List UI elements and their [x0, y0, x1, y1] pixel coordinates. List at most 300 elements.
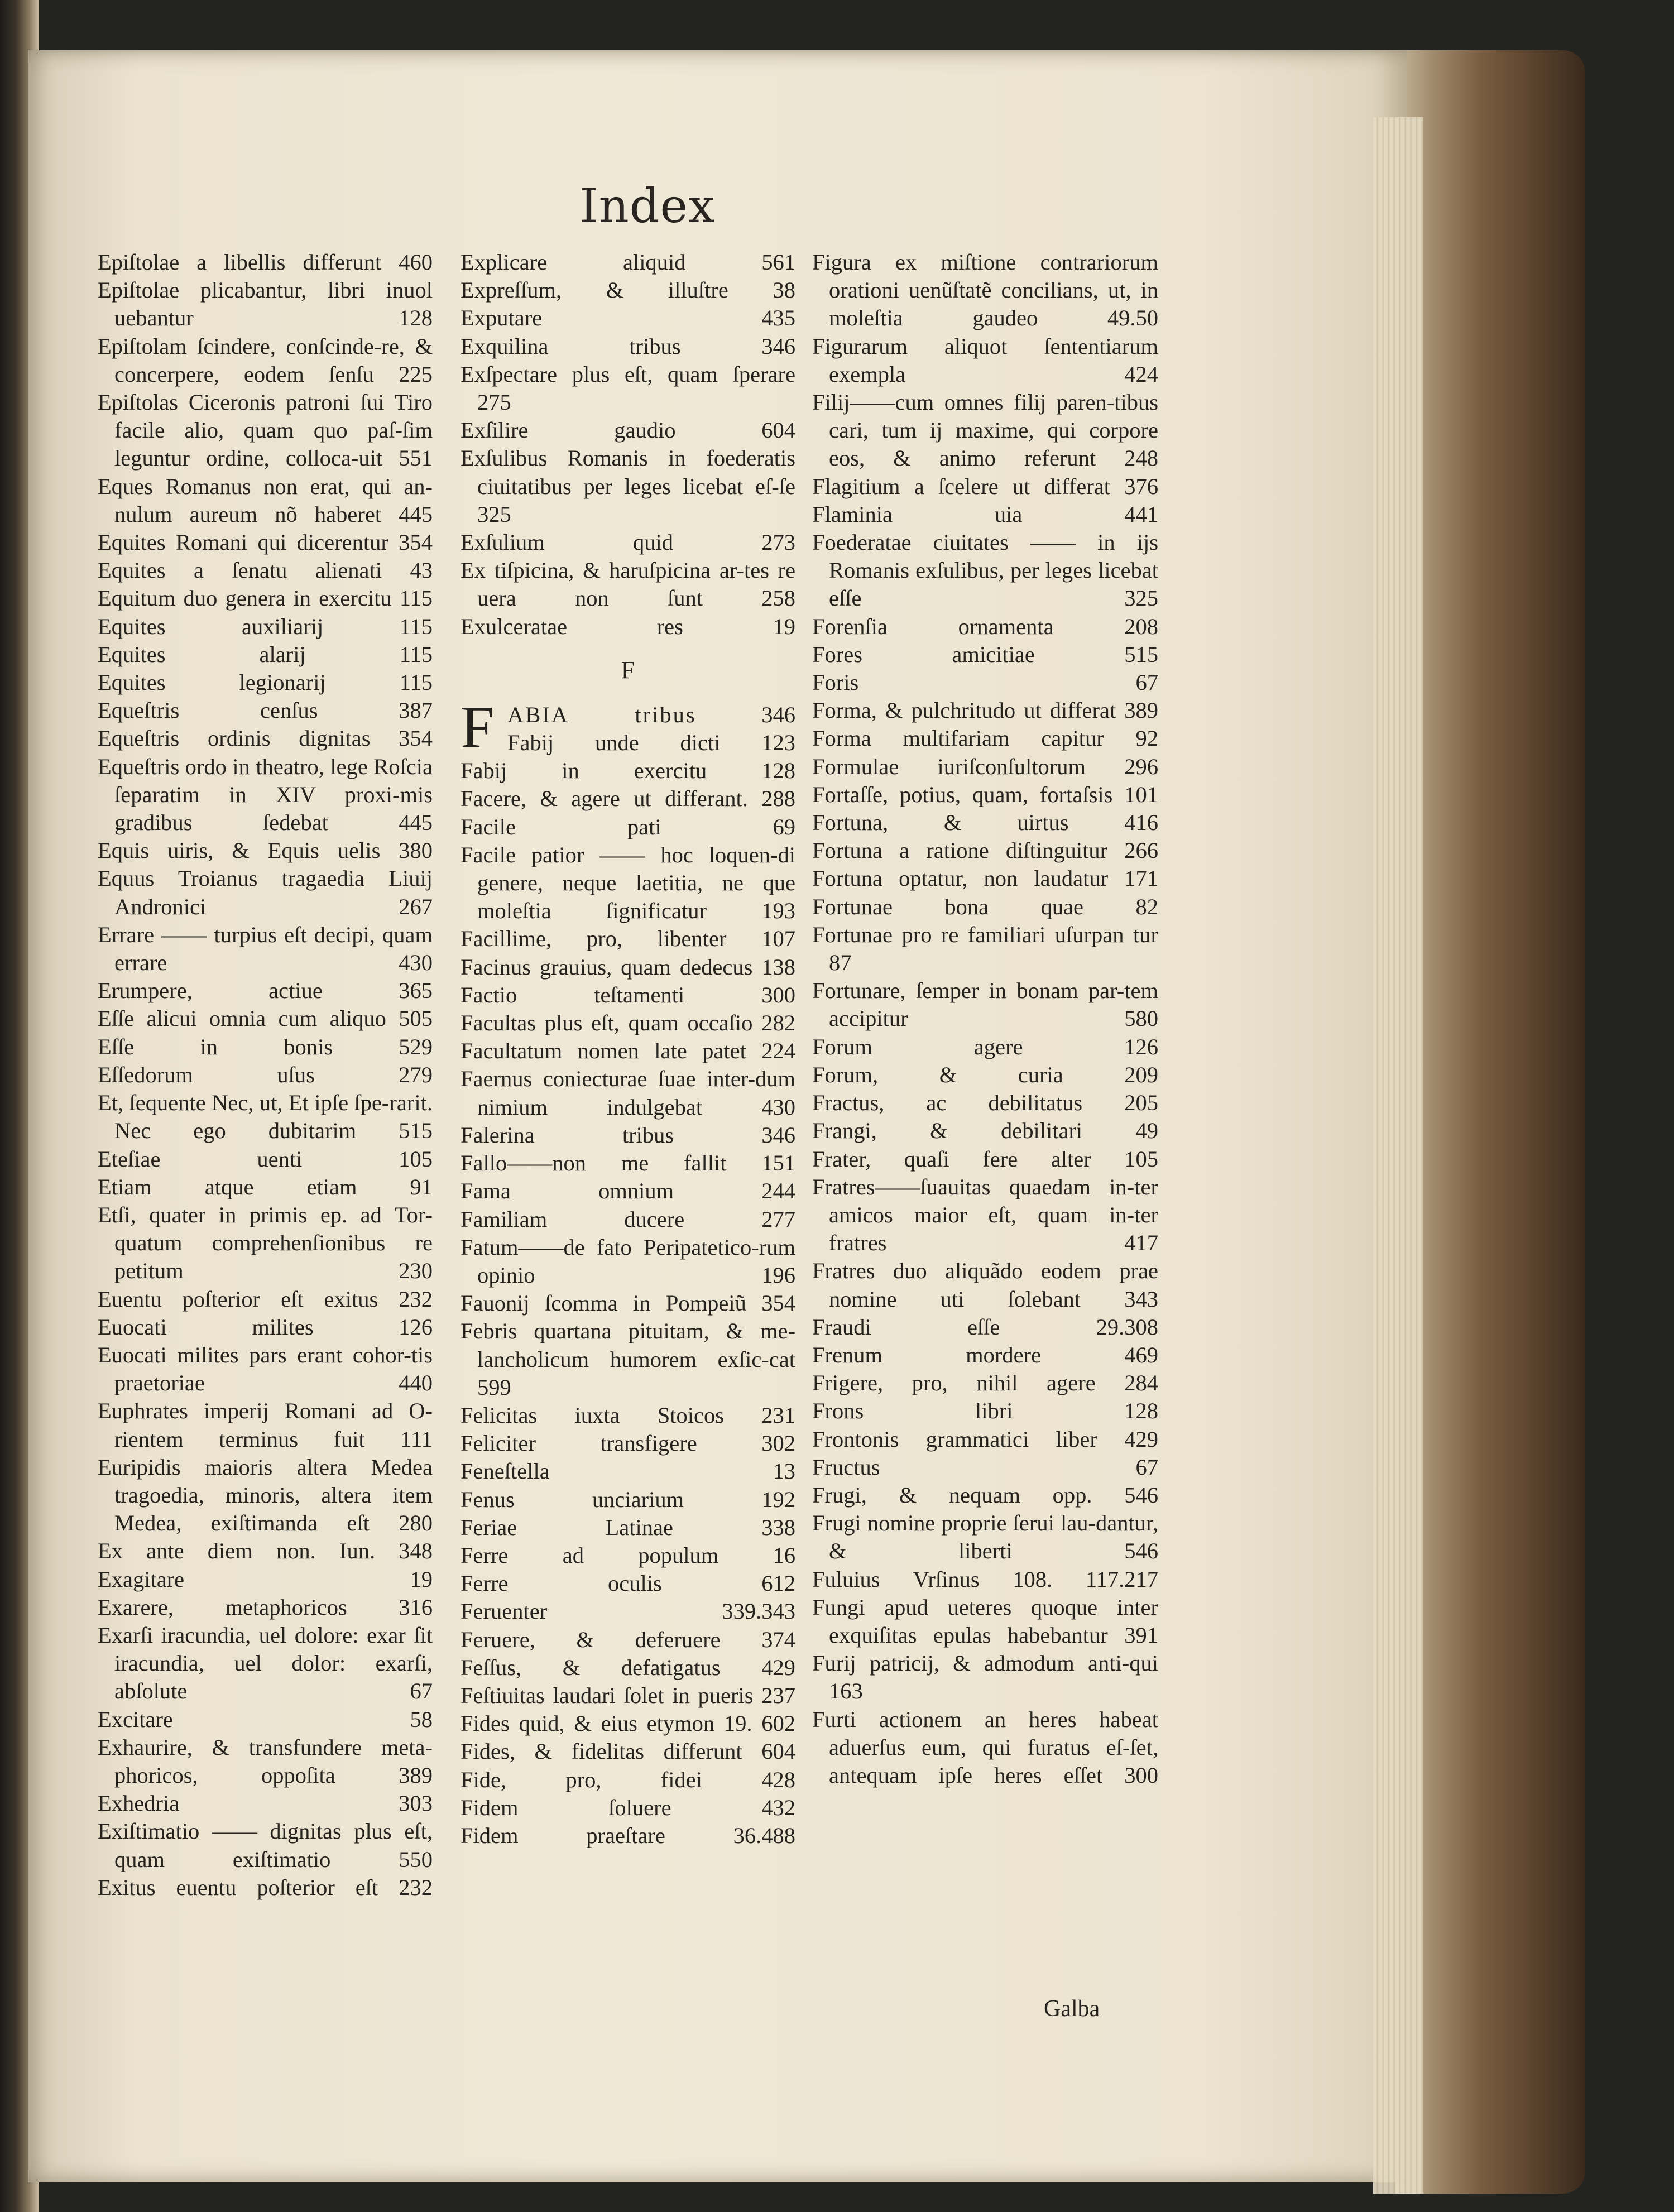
index-entry	[461, 361, 795, 416]
entry-text: Fortaſſe, potius, quam, fortaſsis	[812, 781, 1113, 807]
index-entry	[461, 1514, 795, 1542]
entry-text: Equeſtris ordo in theatro, lege Roſcia ſeparatim in XIV proxi-mis gradibus ſedebat	[98, 754, 433, 836]
index-entry	[812, 977, 1158, 1033]
entry-page: 273	[761, 530, 795, 555]
entry-text: Errare —— turpius eſt decipi, quam errare	[98, 922, 433, 976]
entry-page: 515	[1124, 641, 1158, 667]
entry-page: 151	[761, 1150, 795, 1176]
entry-text: Fructus	[812, 1454, 880, 1480]
entry-page: 546	[1124, 1482, 1158, 1508]
entry-text: Equeſtris ordinis dignitas	[98, 726, 371, 751]
entry-page: 19	[773, 613, 795, 639]
page-title: Index	[579, 179, 716, 233]
entry-text: Euphrates imperij Romani ad O-rientem terminus fuit	[98, 1398, 433, 1452]
entry-text: Forenſia ornamenta	[812, 613, 1054, 639]
entry-text: Equites legionarij	[98, 670, 326, 695]
entry-text: Forum agere	[812, 1034, 1023, 1059]
entry-text: Euocati milites	[98, 1314, 314, 1340]
entry-text: Furij patricij, & admodum anti-qui	[812, 1650, 1158, 1676]
index-entry	[461, 1402, 795, 1429]
column-2-e-entries	[461, 248, 795, 641]
entry-page: 348	[399, 1538, 433, 1564]
index-entry	[461, 1486, 795, 1514]
entry-text: Epiſtolas Ciceronis patroni ſui Tiro facile alio, quam quo paſ-ſim leguntur ordine, colloca-uit	[98, 390, 433, 471]
entry-page: 529	[399, 1034, 433, 1059]
index-entry	[461, 529, 795, 556]
entry-page: 387	[399, 698, 433, 723]
index-entry	[98, 1566, 433, 1594]
entry-page: 232	[399, 1874, 433, 1900]
index-entry	[98, 248, 433, 276]
entry-text: Fenus unciarium	[461, 1486, 684, 1512]
index-entry	[98, 1789, 433, 1817]
entry-page: 440	[399, 1370, 433, 1396]
entry-text: Erumpere, actiue	[98, 978, 323, 1004]
entry-page: 435	[761, 305, 795, 331]
entry-text: Exquilina tribus	[461, 333, 681, 359]
index-entry	[98, 1537, 433, 1565]
index-entry	[812, 1566, 1158, 1594]
page-edges	[1373, 117, 1423, 2194]
index-entry	[812, 529, 1158, 613]
entry-page: 505	[399, 1006, 433, 1031]
entry-text: Feriae Latinae	[461, 1514, 673, 1540]
entry-page: 67	[1135, 1454, 1158, 1480]
entry-text: Frater, quaſi fere alter	[812, 1146, 1091, 1172]
index-entry	[98, 1706, 433, 1734]
entry-text: Facile patior —— hoc loquen-di genere, neque laetitia, ne que moleſtia ſignificatur	[461, 842, 795, 924]
entry-page: 338	[761, 1514, 795, 1540]
index-entry	[812, 333, 1158, 388]
entry-page: 196	[761, 1262, 795, 1288]
entry-text: Etiam atque etiam	[98, 1174, 357, 1199]
entry-page: 302	[761, 1431, 795, 1456]
entry-page: 288	[761, 786, 795, 812]
entry-page: 376	[1124, 473, 1158, 499]
index-entry	[812, 921, 1158, 977]
entry-text: Fratres duo aliquãdo eodem prae nomine uti ſolebant	[812, 1258, 1158, 1312]
entry-page: 430	[399, 950, 433, 976]
index-entry	[812, 724, 1158, 752]
entry-text: Felicitas iuxta Stoicos	[461, 1402, 724, 1428]
entry-page: 469	[1124, 1342, 1159, 1367]
leather-cover-edge	[1395, 50, 1585, 2194]
index-entry	[812, 865, 1158, 893]
entry-page: 604	[761, 1739, 795, 1764]
entry-page: 416	[1124, 810, 1158, 836]
entry-page: 128	[399, 305, 433, 331]
index-entry	[812, 1369, 1158, 1397]
entry-page: 38	[773, 277, 796, 303]
index-column-3	[812, 248, 1158, 1789]
entry-page: 67	[1135, 670, 1158, 695]
index-entry	[461, 841, 795, 925]
index-entry	[461, 1597, 795, 1625]
index-entry	[461, 1065, 795, 1121]
index-entry	[461, 925, 795, 953]
index-entry	[98, 613, 433, 641]
index-entry	[98, 1313, 433, 1341]
entry-text: Feneſtella	[461, 1458, 550, 1484]
index-entry	[461, 1682, 795, 1710]
entry-text: Frons libri	[812, 1398, 1013, 1424]
entry-text: Forma multifariam capitur	[812, 726, 1104, 751]
entry-text: Fabij unde dicti	[507, 730, 721, 756]
entry-text: Epiſtolam ſcindere, conſcinde-re, & concerpere, eodem ſenſu	[98, 333, 433, 387]
entry-page: 105	[399, 1146, 433, 1172]
entry-page: 115	[399, 641, 433, 667]
index-entry	[98, 1397, 433, 1453]
index-entry	[98, 1453, 433, 1538]
index-entry	[461, 1234, 795, 1289]
entry-page: 279	[399, 1062, 433, 1087]
entry-text: Euentu poſterior eſt exitus	[98, 1286, 378, 1312]
entry-text: Fortunare, ſemper in bonam par-tem accipitur	[812, 978, 1158, 1031]
entry-text: ABIA tribus	[507, 702, 697, 727]
entry-page: 417	[1124, 1230, 1158, 1256]
entry-page: 389	[399, 1762, 433, 1788]
entry-text: Exarere, metaphoricos	[98, 1594, 347, 1620]
index-entry	[812, 893, 1158, 921]
index-entry	[461, 1794, 795, 1822]
entry-page: 267	[399, 894, 433, 919]
entry-text: Fuluius Vrſinus	[812, 1566, 980, 1592]
entry-text: Frugi, & nequam opp.	[812, 1482, 1092, 1508]
index-entry	[98, 697, 433, 724]
entry-text: Feruere, & deferuere	[461, 1626, 721, 1652]
entry-page: 391	[1124, 1622, 1158, 1648]
dropcap-letter: F	[461, 694, 495, 761]
index-entry	[461, 304, 795, 332]
index-entry	[461, 613, 795, 641]
entry-text: Ex tiſpicina, & haruſpicina ar-tes re uera non ſunt	[461, 558, 795, 611]
index-entry	[98, 1594, 433, 1621]
index-entry	[812, 613, 1158, 641]
entry-text: Faernus coniecturae ſuae inter-dum nimium indulgebat	[461, 1066, 795, 1120]
index-entry	[461, 1121, 795, 1149]
index-entry	[812, 1594, 1158, 1649]
entry-page: 316	[399, 1594, 433, 1620]
entry-page: 205	[1124, 1090, 1159, 1116]
column-2-f-entries	[461, 757, 795, 1850]
index-column-1	[98, 248, 433, 1902]
entry-page: 244	[761, 1178, 795, 1204]
index-entry	[461, 248, 795, 276]
entry-text: Figurarum aliquot ſententiarum exempla	[812, 333, 1158, 387]
index-entry	[461, 953, 795, 981]
entry-text: Flaminia uia	[812, 501, 1023, 527]
entry-page: 232	[399, 1286, 433, 1312]
index-entry	[461, 1766, 795, 1794]
entry-text: Frontonis grammatici liber	[812, 1426, 1097, 1452]
index-entry	[98, 1061, 433, 1089]
index-entry	[461, 1570, 795, 1597]
index-entry	[812, 1173, 1158, 1258]
entry-page: 237	[761, 1682, 795, 1708]
index-entry	[98, 276, 433, 332]
entry-text: Epiſtolae a libellis differunt	[98, 249, 382, 275]
entry-page: 424	[1124, 361, 1158, 387]
index-entry	[812, 669, 1158, 697]
entry-page: 36.488	[733, 1822, 796, 1848]
entry-text: Ferre ad populum	[461, 1542, 719, 1568]
entry-text: Exhaurire, & transfundere meta-phoricos, oppoſita	[98, 1734, 433, 1788]
entry-text: Ex ante diem non. Iun.	[98, 1538, 376, 1564]
entry-text: Expreſſum, & illuſtre	[461, 277, 728, 303]
entry-text: Exiſtimatio —— dignitas plus eſt, quam exiſtimatio	[98, 1818, 433, 1872]
index-entry	[812, 809, 1158, 837]
entry-text: Euocati milites pars erant cohor-tis praetoriae	[98, 1342, 433, 1396]
index-entry	[812, 1341, 1158, 1369]
index-entry	[461, 1429, 795, 1457]
entry-text: Fide, pro, fidei	[461, 1767, 702, 1792]
index-entry	[98, 1874, 433, 1902]
entry-text: Exitus euentu poſterior eſt	[98, 1874, 378, 1900]
entry-text: Facinus grauius, quam dedecus	[461, 954, 753, 980]
entry-page: 430	[761, 1094, 795, 1120]
entry-text: Filij——cum omnes filij paren-tibus cari, tum ij maxime, qui corpore eos, & animo referunt	[812, 390, 1158, 471]
entry-text: Et, ſequente Nec, ut, Et ipſe ſpe-rarit. Nec ego dubitarim	[98, 1090, 433, 1144]
index-entry	[461, 1149, 795, 1177]
entry-text: Falerina tribus	[461, 1122, 674, 1148]
entry-text: Fortuna a ratione diſtinguitur	[812, 838, 1108, 863]
entry-text: Exulceratae res	[461, 613, 683, 639]
entry-page: 87	[829, 950, 852, 976]
entry-page: 58	[410, 1706, 433, 1732]
entry-page: 346	[761, 702, 796, 727]
entry-page: 115	[399, 670, 433, 695]
entry-page: 91	[410, 1174, 433, 1199]
index-entry	[98, 473, 433, 529]
entry-text: Etſi, quater in primis ep. ad Tor-quatum comprehenſionibus re petitum	[98, 1202, 433, 1284]
entry-page: 225	[399, 361, 433, 387]
entry-text: Fauonij ſcomma in Pompeiũ	[461, 1290, 746, 1316]
index-entry	[461, 1626, 795, 1654]
entry-page: 111	[400, 1426, 433, 1452]
entry-page: 107	[761, 926, 795, 952]
index-entry	[98, 641, 433, 669]
index-entry	[98, 753, 433, 837]
entry-text: Euripidis maioris altera Medea tragoedia, minoris, altera item Medea, exiſtimanda eſt	[98, 1454, 433, 1536]
index-entry	[812, 1117, 1158, 1145]
entry-text: Feliciter transfigere	[461, 1431, 697, 1456]
entry-page: 277	[761, 1206, 795, 1232]
entry-text: Fores amicitiae	[812, 641, 1035, 667]
entry-page: 515	[399, 1118, 433, 1144]
entry-page: 432	[761, 1794, 796, 1820]
entry-text: Exhedria	[98, 1791, 180, 1816]
entry-text: Exarſi iracundia, uel dolore: exar ſit iracundia, uel dolor: exarſi, abſolute	[98, 1622, 433, 1704]
index-entry	[812, 641, 1158, 669]
index-entry	[461, 1457, 795, 1485]
entry-page: 282	[761, 1010, 796, 1036]
entry-page: 561	[761, 249, 796, 275]
index-entry	[461, 1289, 795, 1317]
entry-text: Fallo——non me fallit	[461, 1150, 727, 1176]
entry-page: 19. 602	[723, 1711, 795, 1736]
entry-text: Facillime, pro, libenter	[461, 926, 727, 952]
index-entry	[812, 781, 1158, 809]
index-entry	[461, 785, 795, 813]
entry-page: 460	[399, 249, 433, 275]
entry-page: 82	[1135, 894, 1158, 919]
index-entry	[98, 1089, 433, 1145]
index-entry	[812, 388, 1158, 473]
entry-page: 599	[477, 1374, 511, 1400]
entry-page: 115	[399, 613, 433, 639]
index-entry	[812, 1426, 1158, 1453]
entry-text: Excitare	[98, 1706, 173, 1732]
index-entry	[98, 1033, 433, 1061]
entry-page: 550	[399, 1846, 433, 1872]
entry-page: 105	[1124, 1146, 1158, 1172]
catchword: Galba	[1044, 1996, 1100, 2022]
entry-page: 49	[1135, 1118, 1158, 1144]
entry-page: 115	[399, 586, 433, 611]
entry-text: Fama omnium	[461, 1178, 674, 1204]
entry-text: Eſſedorum uſus	[98, 1062, 315, 1087]
entry-text: Fabij in exercitu	[461, 758, 707, 784]
entry-page: 92	[1135, 726, 1159, 751]
index-entry	[98, 669, 433, 697]
entry-page: 374	[761, 1626, 796, 1652]
entry-page: 551	[399, 445, 433, 471]
entry-text: Eteſiae uenti	[98, 1146, 303, 1172]
entry-text: Exſulibus Romanis in foederatis ciuitatibus per leges licebat eſ-ſe	[461, 445, 795, 499]
entry-page: 354	[761, 1290, 795, 1316]
entry-page: 101	[1124, 781, 1158, 807]
index-entry	[461, 444, 795, 529]
entry-page: 343	[1124, 1286, 1158, 1312]
index-entry	[461, 1317, 795, 1402]
index-entry	[98, 1734, 433, 1789]
index-entry	[98, 837, 433, 865]
index-entry-dropcap	[461, 694, 796, 761]
entry-text: Furti actionem an heres habeat aduerſus eum, qui furatus eſ-ſet, antequam ipſe heres eſſet	[812, 1706, 1158, 1788]
index-entry	[98, 1201, 433, 1285]
entry-page: 69	[773, 814, 795, 839]
entry-text: Febris quartana pituitam, & me-lancholicum humorem exſic-cat	[461, 1318, 795, 1372]
entry-page: 171	[1124, 866, 1159, 891]
index-entry	[461, 1542, 795, 1570]
entry-text: Formulae iuriſconſultorum	[812, 754, 1086, 779]
index-entry	[812, 1089, 1158, 1117]
entry-text: Exagitare	[98, 1566, 185, 1592]
entry-text: Fides quid, & eius etymon	[461, 1711, 715, 1736]
entry-page: 163	[829, 1678, 863, 1704]
entry-page: 346	[761, 333, 795, 359]
index-entry	[461, 556, 795, 612]
entry-text: Foederatae ciuitates —— in ijs Romanis exſulibus, per leges licebat eſſe	[812, 530, 1158, 611]
index-entry	[812, 1397, 1158, 1425]
entry-text: Fortuna, & uirtus	[812, 810, 1069, 836]
index-entry	[812, 1481, 1158, 1509]
index-column-2	[461, 248, 795, 1850]
entry-text: Forma, & pulchritudo ut differat	[812, 698, 1116, 723]
entry-page: 128	[761, 758, 795, 784]
entry-text: Feſſus, & defatigatus	[461, 1654, 721, 1680]
entry-page: 380	[399, 838, 433, 863]
entry-page: 429	[1124, 1426, 1159, 1452]
entry-page: 275	[477, 390, 511, 415]
entry-text: Frigere, pro, nihil agere	[812, 1370, 1096, 1396]
entry-page: 108. 117.217	[1013, 1566, 1158, 1592]
entry-text: Equeſtris cenſus	[98, 698, 318, 723]
entry-page: 230	[399, 1258, 433, 1284]
index-entry	[461, 813, 795, 841]
entry-page: 325	[1124, 586, 1158, 611]
entry-text: Ferre oculis	[461, 1571, 662, 1596]
entry-text: Facere, & agere ut differant.	[461, 786, 748, 812]
entry-text: Equitum duo genera in exercitu	[98, 586, 392, 611]
index-entry	[98, 1145, 433, 1173]
index-entry	[461, 276, 795, 304]
entry-text: Fidem ſoluere	[461, 1794, 671, 1820]
entry-page: 29.308	[1096, 1314, 1158, 1340]
entry-page: 123	[761, 730, 795, 756]
entry-page: 604	[761, 418, 795, 443]
entry-page: 428	[761, 1767, 795, 1792]
index-entry	[812, 1033, 1158, 1061]
entry-text: Exſulium quid	[461, 530, 673, 555]
entry-page: 300	[761, 982, 796, 1007]
index-entry	[98, 1173, 433, 1201]
entry-text: Feſtiuitas laudari ſolet in pueris	[461, 1682, 754, 1708]
entry-text: Fortuna optatur, non laudatur	[812, 866, 1109, 891]
entry-page: 248	[1124, 445, 1158, 471]
index-entry	[98, 865, 433, 920]
index-entry	[461, 1206, 795, 1234]
entry-page: 354	[399, 530, 433, 555]
entry-page: 138	[761, 954, 795, 980]
index-entry	[98, 1621, 433, 1706]
entry-text: Equites Romani qui dicerentur	[98, 530, 388, 555]
entry-page: 126	[1124, 1034, 1158, 1059]
entry-text: Frenum mordere	[812, 1342, 1042, 1367]
entry-page: 209	[1124, 1062, 1158, 1087]
entry-text: Flagitium a ſcelere ut differat	[812, 473, 1111, 499]
entry-text: Fidem praeſtare	[461, 1822, 665, 1848]
entry-text: Fractus, ac debilitatus	[812, 1090, 1083, 1116]
entry-text: Equus Troianus tragaedia Liuij Andronici	[98, 866, 433, 919]
index-entry	[98, 333, 433, 388]
entry-text: Equites a ſenatu alienati	[98, 558, 382, 583]
entry-text: Eſſe alicui omnia cum aliquo	[98, 1006, 386, 1031]
entry-text: Fortunae bona quae	[812, 894, 1084, 919]
entry-page: 346	[761, 1122, 795, 1148]
entry-text: Frugi nomine proprie ſerui lau-dantur, & liberti	[812, 1510, 1158, 1564]
entry-text: Fungi apud ueteres quoque inter exquiſitas epulas habebantur	[812, 1594, 1158, 1648]
entry-text: Facile pati	[461, 814, 661, 839]
index-entry	[812, 1061, 1158, 1089]
entry-page: 546	[1124, 1538, 1158, 1564]
index-entry	[98, 388, 433, 473]
entry-text: Frangi, & debilitari	[812, 1118, 1083, 1144]
index-entry	[98, 1817, 433, 1873]
entry-text: Facultatum nomen late patet	[461, 1038, 746, 1064]
index-entry	[812, 1145, 1158, 1173]
index-entry	[98, 556, 433, 584]
entry-page: 445	[399, 501, 433, 527]
entry-page: 354	[399, 726, 433, 751]
index-entry	[98, 1341, 433, 1397]
index-entry	[812, 1509, 1158, 1565]
entry-page: 16	[773, 1542, 796, 1568]
entry-page: 208	[1124, 613, 1159, 639]
index-entry	[98, 724, 433, 752]
entry-text: Equis uiris, & Equis uelis	[98, 838, 381, 863]
index-entry	[812, 837, 1158, 865]
